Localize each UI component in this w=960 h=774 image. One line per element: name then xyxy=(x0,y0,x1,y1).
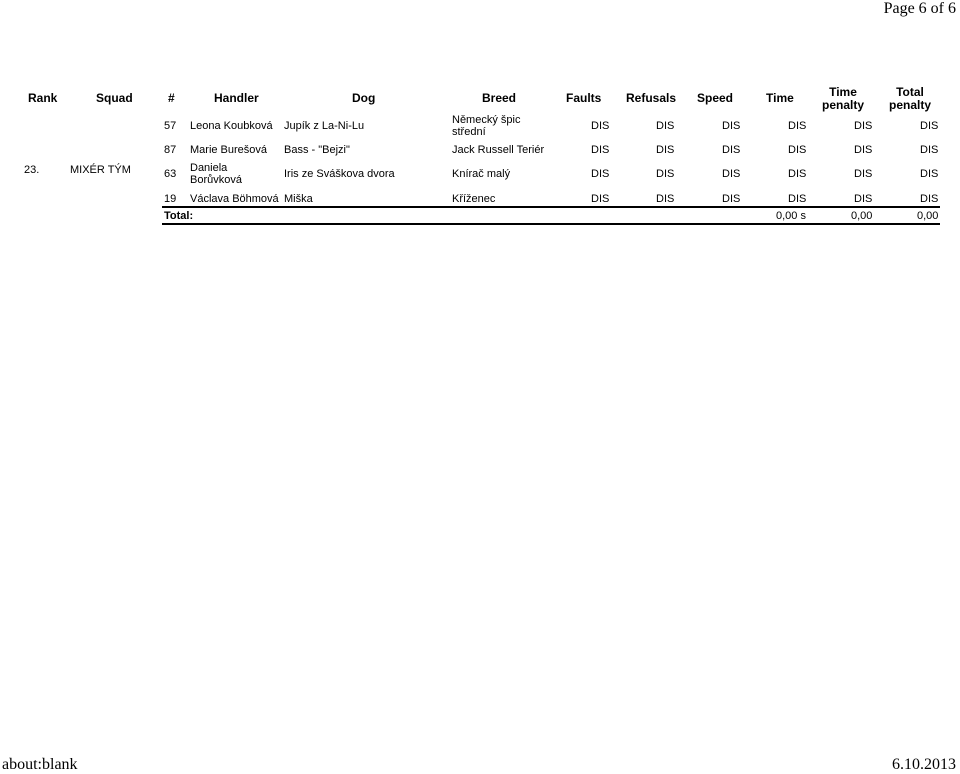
total-time: 0,00 s xyxy=(776,210,806,222)
row-num: 57 xyxy=(164,120,177,132)
group-squad: MIXÉR TÝM xyxy=(70,164,131,176)
col-total-penalty xyxy=(886,86,934,112)
row-breed xyxy=(452,114,520,138)
row-time-penalty: DIS xyxy=(854,144,873,156)
row-dog: Iris ze Sváškova dvora xyxy=(284,168,395,180)
footer-date: 6.10.2013 xyxy=(892,756,956,773)
row-time-penalty: DIS xyxy=(854,120,873,132)
row-time-penalty: DIS xyxy=(854,193,873,205)
row-faults: DIS xyxy=(591,193,610,205)
row-dog: Bass - "Bejzi" xyxy=(284,144,350,156)
row-refusals: DIS xyxy=(656,120,675,132)
col-time-penalty-line1: Time xyxy=(829,85,857,99)
col-refusals: Refusals xyxy=(626,91,677,105)
col-time-penalty xyxy=(818,86,868,112)
row-speed: DIS xyxy=(722,120,741,132)
col-faults: Faults xyxy=(566,91,602,105)
row-time: DIS xyxy=(788,193,807,205)
row-breed-line2: střední xyxy=(452,126,486,138)
row-total-penalty: DIS xyxy=(920,193,939,205)
footer-url: about:blank xyxy=(2,756,78,773)
row-total-penalty: DIS xyxy=(920,144,939,156)
col-dog: Dog xyxy=(352,91,376,105)
row-speed: DIS xyxy=(722,144,741,156)
row-breed: Jack Russell Teriér xyxy=(452,144,545,156)
total-label: Total: xyxy=(164,210,194,222)
row-total-penalty: DIS xyxy=(920,120,939,132)
row-handler xyxy=(190,162,242,186)
col-breed: Breed xyxy=(482,91,517,105)
row-faults: DIS xyxy=(591,168,610,180)
row-breed: Knírač malý xyxy=(452,168,511,180)
row-time: DIS xyxy=(788,168,807,180)
row-time-penalty: DIS xyxy=(854,168,873,180)
row-num: 87 xyxy=(164,144,177,156)
col-time: Time xyxy=(766,91,794,105)
row-speed: DIS xyxy=(722,168,741,180)
row-time: DIS xyxy=(788,144,807,156)
row-faults: DIS xyxy=(591,120,610,132)
row-time: DIS xyxy=(788,120,807,132)
row-breed: Kříženec xyxy=(452,193,496,205)
row-dog: Miška xyxy=(284,193,313,205)
row-handler: Václava Böhmová xyxy=(190,193,279,205)
row-refusals: DIS xyxy=(656,168,675,180)
row-faults: DIS xyxy=(591,144,610,156)
row-breed-line1: Německý špic xyxy=(452,114,521,126)
total-total-penalty: 0,00 xyxy=(917,210,939,222)
row-handler: Marie Burešová xyxy=(190,144,268,156)
col-time-penalty-line2: penalty xyxy=(821,98,864,112)
col-speed: Speed xyxy=(697,91,734,105)
col-total-penalty-line2: penalty xyxy=(888,98,931,112)
col-rank: Rank xyxy=(28,91,58,105)
row-handler-line2: Borůvková xyxy=(190,174,242,186)
col-squad: Squad xyxy=(96,91,133,105)
col-number: # xyxy=(168,91,175,105)
col-handler: Handler xyxy=(214,91,259,105)
row-num: 63 xyxy=(164,168,177,180)
group-rank: 23. xyxy=(24,164,40,176)
page-number: Page 6 of 6 xyxy=(883,0,956,17)
row-refusals: DIS xyxy=(656,193,675,205)
total-divider-bottom xyxy=(162,223,940,225)
row-speed: DIS xyxy=(722,193,741,205)
row-handler: Leona Koubková xyxy=(190,120,273,132)
row-dog: Jupík z La-Ni-Lu xyxy=(284,120,365,132)
total-time-penalty: 0,00 xyxy=(851,210,873,222)
col-total-penalty-line1: Total xyxy=(896,85,924,99)
row-refusals: DIS xyxy=(656,144,675,156)
row-num: 19 xyxy=(164,193,177,205)
row-handler-line1: Daniela xyxy=(190,162,228,174)
total-divider-top xyxy=(162,206,940,208)
row-total-penalty: DIS xyxy=(920,168,939,180)
